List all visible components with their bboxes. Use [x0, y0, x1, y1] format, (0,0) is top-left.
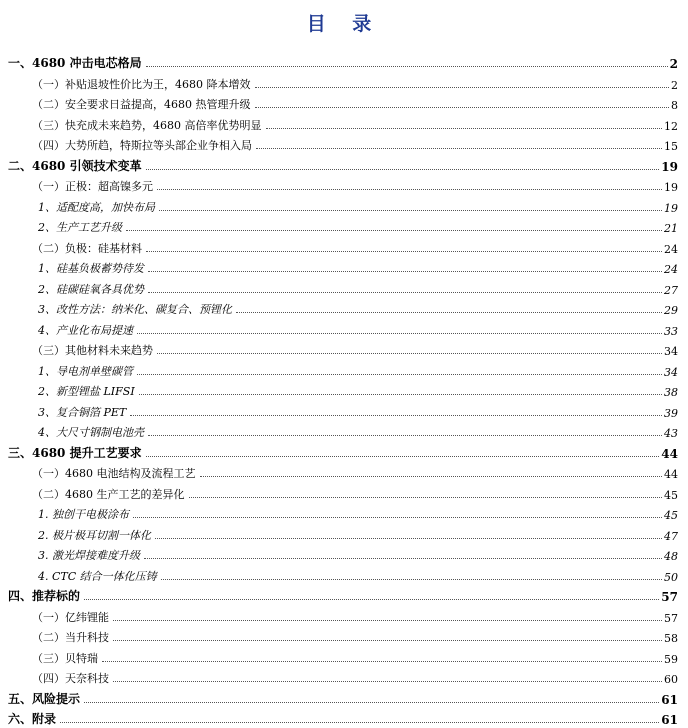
toc-entry-label: 3、改性方法：纳米化、碳复合、预锂化: [38, 303, 232, 316]
toc-entry-page: 15: [664, 140, 678, 153]
toc-entry[interactable]: [0, 276, 688, 297]
toc-entry-label: 2、硅碳硅氧各具优势: [38, 282, 144, 296]
toc-link[interactable]: [0, 219, 688, 235]
toc-entry-page: 47: [664, 529, 678, 543]
toc-entry-label: 4、大尺寸钢制电池壳: [38, 426, 144, 439]
toc-entry-label: （一）正极：超高镍多元: [32, 180, 153, 193]
toc-entry[interactable]: [0, 378, 688, 399]
toc-link[interactable]: [0, 690, 688, 707]
toc-entry[interactable]: [0, 71, 688, 92]
toc-title: 目 录: [306, 13, 382, 35]
toc-entry-page: 21: [664, 222, 678, 235]
toc-entry[interactable]: [0, 583, 688, 604]
toc-entry-page: 2: [671, 78, 678, 92]
toc-entry[interactable]: [0, 542, 688, 563]
toc-link[interactable]: [0, 76, 688, 92]
toc-entry-page: 61: [661, 692, 678, 707]
dot-leader: [146, 456, 660, 457]
toc-entry-page: 27: [664, 283, 678, 297]
dot-leader: [113, 640, 662, 641]
toc-entry-label: （一）补贴退坡性价比为王，4680 降本增效: [32, 77, 251, 91]
toc-entry-page: 58: [664, 632, 678, 645]
toc-entry-label: 1、适配度高，加快布局: [38, 200, 155, 214]
toc-link[interactable]: [0, 178, 688, 194]
toc-entry-label: 4. CTC 结合一体化压铸: [38, 569, 157, 583]
toc-link[interactable]: [0, 710, 688, 727]
toc-entry-page: 38: [664, 386, 678, 399]
toc-entry-label: （二）4680 生产工艺的差异化: [32, 487, 185, 501]
dot-leader: [189, 497, 663, 498]
toc-link[interactable]: [0, 137, 688, 153]
toc-link[interactable]: [0, 199, 688, 215]
dot-leader: [256, 148, 662, 149]
toc-entry-label: 3. 激光焊接难度升级: [38, 549, 140, 562]
toc-entry-label: 2、新型锂盐 LIFSI: [38, 385, 135, 398]
dot-leader: [84, 702, 659, 703]
toc-link[interactable]: [0, 260, 688, 276]
toc-entry[interactable]: [0, 522, 688, 543]
toc-entry[interactable]: [0, 337, 688, 358]
dot-leader: [126, 230, 662, 231]
toc-link[interactable]: [0, 281, 688, 297]
toc-entry[interactable]: [0, 604, 688, 625]
toc-entry-page: 19: [661, 159, 678, 174]
dot-leader: [148, 271, 662, 272]
toc-entry[interactable]: [0, 132, 688, 153]
dot-leader: [130, 415, 662, 416]
toc-entry[interactable]: [0, 460, 688, 481]
toc-entry[interactable]: [0, 686, 688, 707]
dot-leader: [255, 107, 670, 108]
toc-entry-page: 44: [664, 468, 678, 481]
toc-link[interactable]: [0, 117, 688, 133]
toc-entry-label: （三）贝特瑞: [32, 651, 98, 665]
dot-leader: [113, 681, 662, 682]
toc-entry-label: 4、产业化布局提速: [38, 323, 133, 337]
toc-link[interactable]: [0, 629, 688, 645]
toc-link[interactable]: [0, 444, 688, 461]
toc-link[interactable]: [0, 547, 688, 563]
toc-link[interactable]: [0, 568, 688, 584]
toc-entry[interactable]: [0, 255, 688, 276]
toc-entry-label: （四）天奈科技: [32, 672, 109, 685]
toc-entry-page: 45: [664, 509, 678, 522]
toc-link[interactable]: [0, 506, 688, 522]
dot-leader: [157, 189, 662, 190]
dot-leader: [146, 66, 668, 67]
dot-leader: [161, 579, 662, 580]
toc-entry-page: 50: [664, 570, 678, 584]
toc-entry-page: 39: [664, 406, 678, 420]
toc-entry-label: （四）大势所趋，特斯拉等头部企业争相入局: [32, 139, 252, 152]
dot-leader: [133, 517, 662, 518]
toc-entry-page: 61: [661, 713, 678, 727]
dot-leader: [60, 722, 659, 723]
toc-entry[interactable]: [0, 235, 688, 256]
toc-entry[interactable]: [0, 112, 688, 133]
toc-entry-label: 六、附录: [8, 712, 57, 726]
toc-entry-label: （三）快充成未来趋势，4680 高倍率优势明显: [32, 118, 262, 132]
toc-entry[interactable]: [0, 194, 688, 215]
toc-entry[interactable]: [0, 399, 688, 420]
toc-entry-label: 2. 极片极耳切割一体化: [38, 528, 151, 542]
toc-entry-page: 43: [664, 427, 678, 440]
toc-entry-page: 19: [664, 201, 678, 215]
dot-leader: [159, 210, 662, 211]
toc-link[interactable]: [0, 157, 688, 174]
toc-entry[interactable]: [0, 645, 688, 666]
toc-link[interactable]: [0, 301, 688, 317]
dot-leader: [113, 620, 662, 621]
toc-entry-page: 8: [671, 99, 678, 112]
toc-entry[interactable]: [0, 91, 688, 112]
dot-leader: [155, 538, 662, 539]
toc-entry[interactable]: [0, 358, 688, 379]
dot-leader: [146, 251, 662, 252]
toc-entry-label: 五、风险提示: [8, 691, 81, 706]
toc-link[interactable]: [0, 670, 688, 686]
dot-leader: [146, 169, 660, 170]
toc-entry-page: 60: [664, 673, 678, 686]
toc-entry-label: （一）4680 电池结构及流程工艺: [32, 467, 196, 480]
toc-entry[interactable]: [0, 481, 688, 502]
toc-entry-label: 二、4680 引领技术变革: [8, 158, 142, 173]
toc-entry-page: 44: [661, 446, 678, 461]
toc-entry-page: 24: [664, 242, 678, 256]
toc-entry[interactable]: [0, 173, 688, 194]
toc-link[interactable]: [0, 587, 688, 604]
toc-entry[interactable]: [0, 214, 688, 235]
toc-link[interactable]: [0, 96, 688, 112]
toc-entry-page: 12: [664, 119, 678, 133]
toc-entry-label: （一）亿纬锂能: [32, 610, 109, 624]
dot-leader: [139, 394, 662, 395]
toc-entry[interactable]: [0, 296, 688, 317]
toc-entry[interactable]: [0, 317, 688, 338]
toc-entry[interactable]: [0, 153, 688, 174]
toc-entry[interactable]: [0, 706, 688, 727]
toc-entry-label: 1、硅基负极蓄势待发: [38, 262, 144, 275]
toc-link[interactable]: [0, 240, 688, 256]
dot-leader: [200, 476, 663, 477]
toc-link[interactable]: [0, 363, 688, 379]
toc-link[interactable]: [0, 54, 688, 71]
toc-entry[interactable]: [0, 665, 688, 686]
toc-link[interactable]: [0, 465, 688, 481]
toc-entry-page: 45: [664, 488, 678, 502]
toc-link[interactable]: [0, 650, 688, 666]
toc-entry-page: 57: [661, 590, 678, 604]
toc-entry[interactable]: [0, 440, 688, 461]
toc-link[interactable]: [0, 383, 688, 399]
toc-link[interactable]: [0, 527, 688, 543]
dot-leader: [84, 599, 659, 600]
dot-leader: [236, 312, 662, 313]
toc-entry-label: 3、复合铜箔 PET: [38, 405, 127, 419]
toc-entry-page: 34: [664, 365, 678, 379]
toc-entry-page: 33: [664, 324, 678, 338]
toc-entry-label: 1. 独创干电极涂布: [38, 508, 129, 521]
toc-entry-page: 57: [664, 611, 678, 625]
toc-entry-page: 48: [664, 550, 678, 563]
toc-entry-label: （二）安全要求日益提高，4680 热管理升级: [32, 98, 251, 111]
toc-link[interactable]: [0, 609, 688, 625]
toc-entry-page: 19: [664, 181, 678, 194]
toc-link[interactable]: [0, 424, 688, 440]
toc-link[interactable]: [0, 404, 688, 420]
dot-leader: [102, 661, 662, 662]
dot-leader: [157, 353, 662, 354]
toc-link[interactable]: [0, 322, 688, 338]
toc-entry-page: 34: [664, 345, 678, 358]
toc-link[interactable]: [0, 342, 688, 358]
dot-leader: [148, 435, 662, 436]
toc-entry[interactable]: [0, 501, 688, 522]
dot-leader: [148, 292, 662, 293]
dot-leader: [144, 558, 662, 559]
toc-entry-label: 2、生产工艺升级: [38, 221, 122, 234]
dot-leader: [266, 128, 663, 129]
dot-leader: [137, 374, 662, 375]
dot-leader: [255, 87, 670, 88]
toc-entry[interactable]: [0, 563, 688, 584]
toc-entry-page: 2: [669, 57, 678, 71]
toc-entry[interactable]: [0, 419, 688, 440]
toc-entry-label: （二）负极：硅基材料: [32, 241, 142, 255]
toc-entry-page: 29: [664, 304, 678, 317]
toc-entry-page: 24: [664, 263, 678, 276]
toc-entry-label: 1、导电剂单壁碳管: [38, 364, 133, 378]
dot-leader: [137, 333, 662, 334]
toc-entry-page: 59: [664, 652, 678, 666]
toc-link[interactable]: [0, 486, 688, 502]
toc-entry-label: （三）其他材料未来趋势: [32, 344, 153, 357]
toc-entry[interactable]: [0, 624, 688, 645]
toc-entry-label: 一、4680 冲击电芯格局: [8, 56, 142, 70]
toc-entry-label: 三、4680 提升工艺要求: [8, 445, 142, 460]
toc-entry-label: 四、推荐标的: [8, 589, 81, 603]
toc-entry-label: （二）当升科技: [32, 631, 109, 644]
toc-entry[interactable]: [0, 50, 688, 71]
